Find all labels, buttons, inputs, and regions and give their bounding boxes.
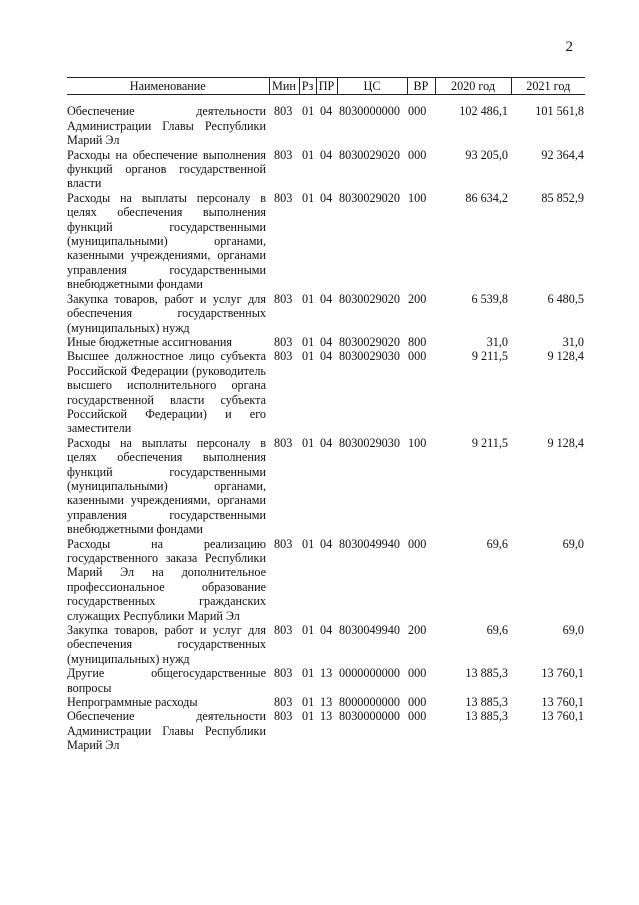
table-row xyxy=(67,349,585,435)
cell-min: 803 xyxy=(274,623,293,638)
cell-pr: 04 xyxy=(320,334,333,349)
cell-2020: 102 486,1 xyxy=(459,104,508,119)
cell-name: Другие общегосударственные вопросы xyxy=(67,666,266,695)
cell-2020: 9 211,5 xyxy=(471,435,508,450)
header-min: Мин xyxy=(269,78,299,95)
cell-vr: 000 xyxy=(408,666,427,681)
header-pr: ПР xyxy=(316,78,337,95)
cell-2021: 31,0 xyxy=(562,334,584,349)
cell-2020: 13 885,3 xyxy=(465,666,508,681)
cell-2021: 13 760,1 xyxy=(541,709,584,724)
cell-cs: 8030029030 xyxy=(339,349,400,364)
cell-min: 803 xyxy=(274,666,293,681)
cell-name: Непрограммные расходы xyxy=(67,695,198,710)
header-rz: Рз xyxy=(299,78,316,95)
cell-cs: 8030000000 xyxy=(339,104,400,119)
cell-vr: 000 xyxy=(408,536,427,551)
cell-rz: 01 xyxy=(302,190,315,205)
cell-pr: 04 xyxy=(320,104,333,119)
page-number: 2 xyxy=(565,39,573,55)
cell-2020: 13 885,3 xyxy=(465,695,508,710)
cell-2021: 13 760,1 xyxy=(541,666,584,681)
cell-min: 803 xyxy=(274,147,293,162)
cell-2021: 101 561,8 xyxy=(535,104,584,119)
cell-min: 803 xyxy=(274,695,293,710)
cell-pr: 13 xyxy=(320,695,333,710)
table-row xyxy=(67,95,585,148)
cell-rz: 01 xyxy=(302,349,315,364)
cell-2020: 86 634,2 xyxy=(465,190,508,205)
cell-cs: 8000000000 xyxy=(339,695,400,710)
cell-rz: 01 xyxy=(302,536,315,551)
cell-rz: 01 xyxy=(302,104,315,119)
cell-name: Закупка товаров, работ и услуг для обеспечения государственных (муниципальных) нужд xyxy=(67,291,266,335)
cell-2021: 69,0 xyxy=(562,536,584,551)
cell-2020: 31,0 xyxy=(486,334,508,349)
table-row xyxy=(67,623,585,666)
cell-pr: 04 xyxy=(320,349,333,364)
cell-rz: 01 xyxy=(302,334,315,349)
cell-rz: 01 xyxy=(302,435,315,450)
table-header xyxy=(67,78,585,95)
table-row xyxy=(67,666,585,695)
cell-rz: 01 xyxy=(302,623,315,638)
cell-cs: 8030029020 xyxy=(339,334,400,349)
header-name: Наименование xyxy=(67,78,269,95)
cell-pr: 04 xyxy=(320,291,333,306)
cell-2021: 69,0 xyxy=(562,623,584,638)
cell-2021: 9 128,4 xyxy=(547,349,584,364)
cell-cs: 8030029020 xyxy=(339,190,400,205)
cell-min: 803 xyxy=(274,435,293,450)
cell-2020: 69,6 xyxy=(486,623,508,638)
cell-name: Высшее должностное лицо субъекта Российской Федерации (руководитель высшего исполнительного органа государственной власти субъекта Российской Федерации) и его заместители xyxy=(67,349,266,436)
cell-name: Расходы на реализацию государственного заказа Республики Марий Эл на дополнительное профессиональное образование государственных гражданских служащих Республики Марий Эл xyxy=(67,536,266,623)
cell-pr: 04 xyxy=(320,435,333,450)
cell-rz: 01 xyxy=(302,666,315,681)
cell-name: Закупка товаров, работ и услуг для обеспечения государственных (муниципальных) нужд xyxy=(67,623,266,666)
cell-cs: 8030049940 xyxy=(339,536,400,551)
cell-vr: 200 xyxy=(408,623,427,638)
cell-cs: 0000000000 xyxy=(339,666,400,681)
cell-pr: 13 xyxy=(320,709,333,724)
cell-min: 803 xyxy=(274,291,293,306)
cell-2021: 6 480,5 xyxy=(547,291,584,306)
header-2021: 2021 год xyxy=(511,78,585,95)
cell-2020: 6 539,8 xyxy=(471,291,508,306)
header-cs: ЦС xyxy=(337,78,407,95)
cell-pr: 04 xyxy=(320,623,333,638)
cell-2021: 85 852,9 xyxy=(541,190,584,205)
cell-name: Расходы на выплаты персоналу в целях обеспечения выполнения функций государственными (муниципальными) органами, казенными учреждениями, органами управления государственными внебюджетными фондами xyxy=(67,190,266,292)
table-row xyxy=(67,148,585,191)
cell-name: Расходы на обеспечение выполнения функций органов государственной власти xyxy=(67,147,266,191)
cell-vr: 200 xyxy=(408,291,427,306)
cell-cs: 8030029020 xyxy=(339,147,400,162)
budget-table xyxy=(67,77,585,753)
table-row xyxy=(67,436,585,537)
cell-2020: 13 885,3 xyxy=(465,709,508,724)
cell-pr: 04 xyxy=(320,190,333,205)
cell-vr: 800 xyxy=(408,334,427,349)
table-body xyxy=(67,95,585,753)
cell-vr: 100 xyxy=(408,435,427,450)
table-row xyxy=(67,335,585,349)
cell-vr: 000 xyxy=(408,147,427,162)
cell-rz: 01 xyxy=(302,147,315,162)
table-row xyxy=(67,292,585,335)
cell-pr: 04 xyxy=(320,536,333,551)
cell-2020: 9 211,5 xyxy=(471,349,508,364)
cell-min: 803 xyxy=(274,709,293,724)
cell-cs: 8030000000 xyxy=(339,709,400,724)
cell-min: 803 xyxy=(274,349,293,364)
cell-name: Обеспечение деятельности Администрации Главы Республики Марий Эл xyxy=(67,709,266,753)
cell-rz: 01 xyxy=(302,709,315,724)
cell-2020: 93 205,0 xyxy=(465,147,508,162)
header-vr: ВР xyxy=(407,78,435,95)
cell-2021: 92 364,4 xyxy=(541,147,584,162)
cell-name: Обеспечение деятельности Администрации Главы Республики Марий Эл xyxy=(67,104,266,148)
cell-cs: 8030049940 xyxy=(339,623,400,638)
cell-rz: 01 xyxy=(302,291,315,306)
table-row xyxy=(67,537,585,623)
cell-vr: 100 xyxy=(408,190,427,205)
cell-min: 803 xyxy=(274,104,293,119)
cell-2021: 9 128,4 xyxy=(547,435,584,450)
header-2020: 2020 год xyxy=(435,78,511,95)
cell-vr: 000 xyxy=(408,695,427,710)
cell-vr: 000 xyxy=(408,709,427,724)
table-row xyxy=(67,709,585,752)
cell-vr: 000 xyxy=(408,349,427,364)
cell-cs: 8030029030 xyxy=(339,435,400,450)
cell-min: 803 xyxy=(274,334,293,349)
cell-min: 803 xyxy=(274,536,293,551)
cell-min: 803 xyxy=(274,190,293,205)
cell-vr: 000 xyxy=(408,104,427,119)
cell-name: Иные бюджетные ассигнования xyxy=(67,334,233,349)
cell-2020: 69,6 xyxy=(486,536,508,551)
cell-rz: 01 xyxy=(302,695,315,710)
cell-2021: 13 760,1 xyxy=(541,695,584,710)
table-row xyxy=(67,191,585,292)
cell-cs: 8030029020 xyxy=(339,291,400,306)
cell-name: Расходы на выплаты персоналу в целях обеспечения выполнения функций государственными (муниципальными) органами, казенными учреждениями, органами управления государственными внебюджетными фондами xyxy=(67,435,266,537)
cell-pr: 13 xyxy=(320,666,333,681)
cell-pr: 04 xyxy=(320,147,333,162)
table-row xyxy=(67,695,585,709)
